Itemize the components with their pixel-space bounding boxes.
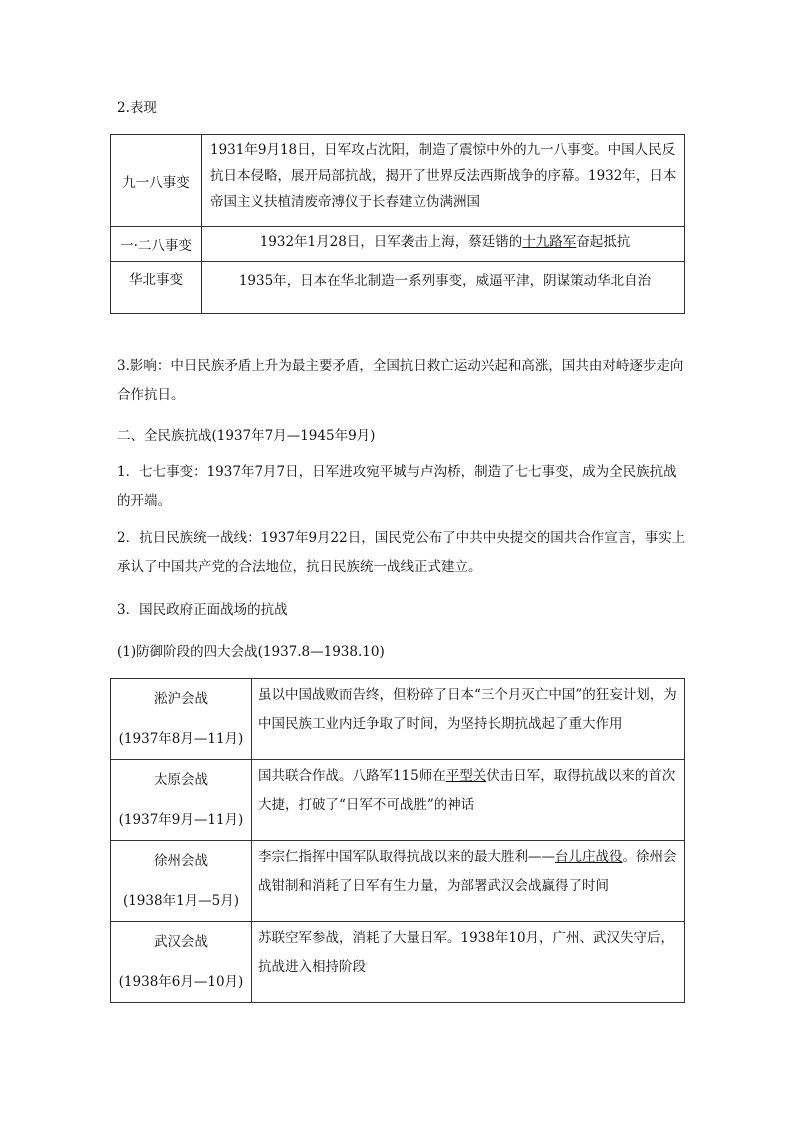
battle-desc: 虽以中国战败而告终，但粉碎了日本“三个月灭亡中国”的狂妄计划，为中国民族工业内迁争取了时间，为坚持长期抗战起了重大作用: [252, 679, 685, 760]
desc-underlined: 十九路军: [522, 234, 577, 250]
battle-cell: [111, 922, 252, 1003]
battle-date: (1938年6月—10月): [118, 974, 244, 990]
battle-desc: 苏联空军参战，消耗了大量日军。1938年10月，广州、武汉失守后，抗战进入相持阶段: [252, 922, 685, 1003]
battles-table: [110, 678, 685, 1003]
table-row: [111, 922, 685, 1003]
table-row: [111, 262, 685, 314]
desc-text: 国共联合作战。八路军115师在: [258, 768, 446, 784]
battle-desc: [252, 760, 685, 841]
manifestation-table: [110, 134, 685, 314]
para-label: 1．七七事变：: [117, 464, 207, 480]
event-name: 华北事变: [111, 262, 202, 314]
paragraph-qiqi: [117, 458, 687, 516]
table-row: [111, 679, 685, 760]
section-2-title: 2.表现: [117, 100, 157, 116]
paragraph-united-front: [117, 524, 687, 582]
desc-underlined: 平型关: [445, 768, 487, 784]
battle-cell: [111, 760, 252, 841]
para-text: 1937年9月22日，国民党公布了中共中央提交的国共合作宣言，事实上承认了中国共产党的合法地位，抗日民族统一战线正式建立。: [117, 530, 686, 575]
table-row: [111, 227, 685, 262]
event-name: 九一八事变: [111, 135, 202, 227]
battle-desc: [252, 841, 685, 922]
battle-date: (1937年9月—11月): [118, 812, 244, 828]
desc-text: 1932年1月28日，日军袭击上海，蔡廷锴的: [259, 234, 523, 250]
battle-name: 淞沪会战: [154, 691, 208, 707]
section-3-title: 3．国民政府正面战场的抗战: [117, 602, 288, 618]
desc-text: 奋起抵抗: [576, 234, 631, 250]
desc-text: 伏击日军，取得抗战以来的首次大捷，打破了“日军不可战胜”的神话: [258, 768, 676, 813]
para-text: 1937年7月7日，日军进攻宛平城与卢沟桥，制造了七七事变，成为全民族抗战的开端。: [117, 464, 677, 509]
table-row: [111, 841, 685, 922]
battle-cell: [111, 841, 252, 922]
desc-text: 李宗仁指挥中国军队取得抗战以来的最大胜利——: [258, 849, 555, 865]
event-name: 一·二八事变: [111, 227, 202, 262]
battle-name: 太原会战: [154, 772, 208, 788]
event-desc: 1935年，日本在华北制造一系列事变，威逼平津，阴谋策动华北自治: [202, 262, 685, 314]
para-label: 2．抗日民族统一战线：: [117, 530, 261, 546]
battle-name: 武汉会战: [154, 934, 208, 950]
battle-date: (1937年8月—11月): [118, 731, 244, 747]
battle-cell: [111, 679, 252, 760]
battle-name: 徐州会战: [154, 853, 208, 869]
desc-underlined: 台儿庄战役: [555, 849, 623, 865]
section-3-influence: 3.影响：中日民族矛盾上升为最主要矛盾，全国抗日救亡运动兴起和高涨，国共由对峙逐步走向合作抗日。: [117, 358, 684, 403]
table-row: [111, 760, 685, 841]
event-desc: [202, 227, 685, 262]
part-2-title: 二、全民族抗战(1937年7月—1945年9月): [117, 428, 376, 444]
event-desc: 1931年9月18日，日军攻占沈阳，制造了震惊中外的九一八事变。中国人民反抗日本侵略，展开局部抗战，揭开了世界反法西斯战争的序幕。1932年，日本帝国主义扶植清废帝溥仪于长春建立伪满洲国: [202, 135, 685, 227]
battle-date: (1938年1月—5月): [122, 893, 240, 909]
section-3-subtitle: (1)防御阶段的四大会战(1937.8—1938.10): [117, 644, 385, 660]
desc-text: 。徐州会战钳制和消耗了日军有生力量，为部署武汉会战赢得了时间: [258, 849, 677, 894]
table-row: [111, 135, 685, 227]
